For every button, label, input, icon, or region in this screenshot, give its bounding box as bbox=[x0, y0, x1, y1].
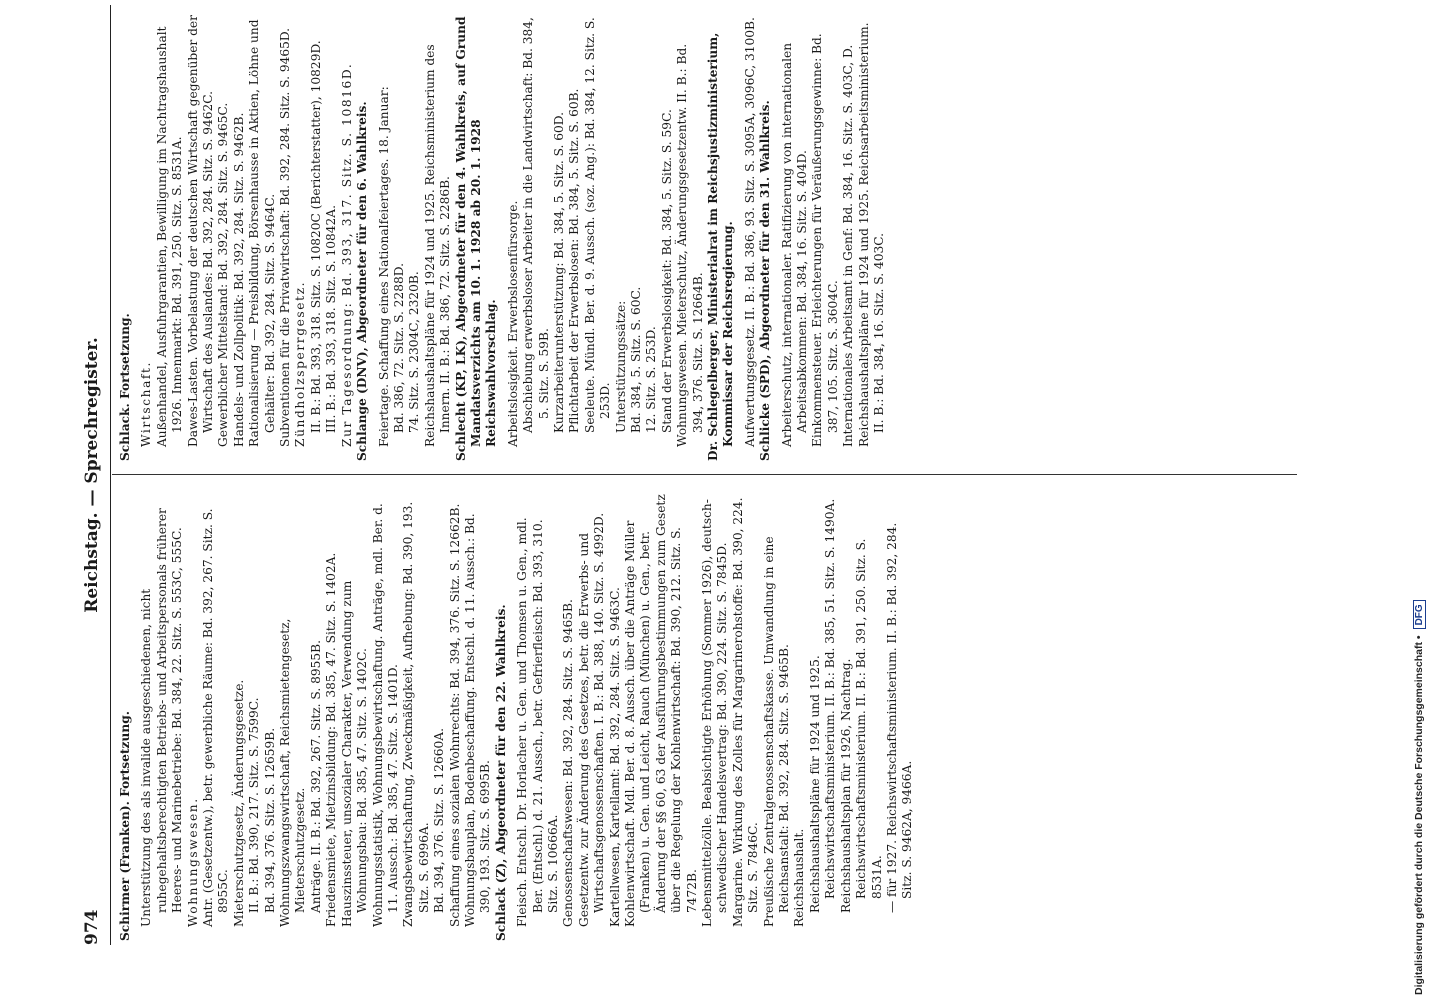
register-entry: Fleisch. Entschl. Dr. Horlacher u. Gen. und Thomsen u. Gen., mdl. Ber. (Entschl.) d. 21. Aussch., betr. Gefrierfleisch: Bd. 393, 310. Sitz. S. 10666A. bbox=[515, 517, 560, 927]
document-page bbox=[80, 5, 1310, 945]
register-entry: Einkommensteuer. Erleichterungen für Veräußerungsgewinne: Bd. 387, 105. Sitz. S. 3604C. bbox=[810, 33, 840, 447]
register-entry: Abschiebung erwerbsloser Arbeiter in die Landwirtschaft: Bd. 384, 5. Sitz. S. 59B. bbox=[521, 17, 551, 433]
register-entry: Bd. 384, 5. Sitz. S. 60C. bbox=[629, 286, 643, 433]
register-entry: Gesetzentw. zur Änderung des Gesetzes, betr. die Erwerbs- und Wirtschaftsgenossenschaften. I. B.: Bd. 388, 140. Sitz. S. 4992D. bbox=[576, 512, 607, 927]
column-divider bbox=[112, 474, 1297, 475]
register-entry: Wohnungsbauplan, Bodenbeschaffung. Entschl. d. 11. Aussch.: Bd. 390, 193. Sitz. S. 6995B. bbox=[462, 513, 493, 927]
register-entry: Unterstützung des als invalide ausgeschiedenen, nicht ruhegehaltsberechtigten Betriebs- und Arbeitspersonals früherer Heeres- und Marinebetriebe: Bd. 384, 22. Sitz. S. 553C, 555C. bbox=[139, 508, 185, 927]
register-entry: Reichshaushaltsplan für 1926, Nachtrag. Reichswirtschaftsministerium. II. B.: Bd. 391, 250. Sitz. S. 8531A. bbox=[838, 538, 884, 913]
register-heading: Schlack. Fortsetzung. bbox=[118, 313, 132, 461]
register-entry: Bd. 394, 376. Sitz. S. 12660A. bbox=[432, 728, 447, 913]
register-entry: 12. Sitz. S. 253D. bbox=[644, 326, 659, 433]
register-entry: Dawes-Lasten. Vorbelastung der deutschen Wirtschaft gegenüber der Wirtschaft des Auslandes: Bd. 392, 284. Sitz. S. 9462C. bbox=[185, 15, 216, 447]
register-entry: Friedensmiete, Mietzinsbildung: Bd. 385, 47. Sitz. S. 1402A. bbox=[324, 552, 339, 927]
right-column bbox=[118, 13, 1298, 461]
register-entry: Reichshaushaltspläne für 1924 und 1925. Reichsarbeitsministerium. II. B.: Bd. 384, 16. Sitz. S. 403C. bbox=[856, 22, 887, 447]
register-entry: Zwangsbewirtschaftung, Zweckmäßigkeit, Aufhebung: Bd. 390, 193. Sitz. S. 6996A. bbox=[401, 501, 431, 927]
register-entry: Wohnungswesen. Mieterschutz, Änderungsgesetzentw. II. B.: Bd. 394, 376. Sitz. S. 12664B. bbox=[675, 43, 705, 447]
register-entry: Margarine. Wirkung des Zolles für Margarinerohstoffe: Bd. 390, 224. Sitz. S. 7846C. bbox=[730, 497, 761, 927]
register-entry: Antr. (Gesetzentw.), betr. gewerbliche Räume: Bd. 392, 267. Sitz. S. 8955C. bbox=[201, 508, 231, 927]
register-entry: Aufwertungsgesetz. II. B.: Bd. 386, 93. Sitz. S. 3095A, 3096C, 3100B. bbox=[742, 17, 757, 447]
register-entry: Arbeiterschutz, internationaler. Ratifizierung von internationalen Arbeitsabkommen: Bd. 384, 16. Sitz. S. 404D. bbox=[779, 42, 810, 447]
register-entry: Stand der Erwerbslosigkeit: Bd. 384, 5. Sitz. S. 59C. bbox=[659, 109, 674, 433]
register-entry: Unterstützungssätze: bbox=[613, 300, 628, 433]
register-entry: 74. Sitz. S. 2304C, 2320B. bbox=[407, 271, 422, 433]
register-entry: II. B.: Bd. 393, 318. Sitz. S. 10820C (Berichterstatter), 10829D. bbox=[308, 40, 323, 433]
register-entry: Rationalisierung — Preisbildung, Börsenhausse in Aktien, Löhne und Gehälter: Bd. 392, 284. Sitz. S. 9464C. bbox=[247, 19, 277, 447]
page-number: 974 bbox=[82, 909, 102, 945]
register-entry: Schaffung eines sozialen Wohnrechts: Bd. 394, 376. Sitz. S. 12662B. bbox=[447, 503, 462, 927]
register-entry: III. B.: Bd. 393, 318. Sitz. S. 10842A. bbox=[324, 205, 339, 433]
register-entry: Reichshaushaltspläne für 1924 und 1925. Reichswirtschaftsministerium. II. B.: Bd. 385, 51. Sitz. S. 1490A. bbox=[807, 498, 838, 913]
register-entry: Preußische Zentralgenossenschaftskasse. Umwandlung in eine Reichsanstalt: Bd. 392, 284. Sitz. S. 9465B. bbox=[761, 536, 792, 927]
header-rule bbox=[110, 5, 111, 945]
register-entry: Wohnungszwangswirtschaft, Reichsmietengesetz, Mieterschutzgesetz. bbox=[278, 618, 308, 927]
register-entry: Mieterschutzgesetz, Änderungsgesetze. bbox=[231, 679, 246, 927]
register-entry: Zündholzsperrgesetz. bbox=[293, 280, 308, 447]
register-entry: Wohnungsstatistik, Wohnungsbewirtschaftung. Anträge, mdl. Ber. d. 11. Aussch.: Bd. 385, 47. Sitz. S. 1401D. bbox=[370, 503, 400, 927]
register-entry: Außenhandel, Ausfuhrgarantien, Bewilligung im Nachtragshaushalt 1926. Innenmarkt: Bd. 391, 250. Sitz. S. 8531A. bbox=[154, 26, 185, 447]
funding-notice bbox=[1408, 15, 1430, 995]
register-entry: Genossenschaftswesen: Bd. 392, 284. Sitz. S. 9465B. bbox=[561, 599, 576, 927]
register-entry: Hauszinssteuer, unsozialer Charakter, Verwendung zum Wohnungsbau: Bd. 385, 47. Sitz. S. 1402C. bbox=[339, 580, 370, 927]
register-entry: Lebensmittelzölle. Beabsichtigte Erhöhung (Sommer 1926), deutsch-schwedischer Handelsvertrag: Bd. 390, 224. Sitz. S. 7845D. bbox=[700, 499, 730, 927]
register-entry: Feiertage. Schaffung eines Nationalfeiertages. 18. Januar: bbox=[376, 86, 391, 447]
register-heading: Schlange (DNV), Abgeordneter für den 6. Wahlkreis. bbox=[355, 101, 370, 461]
register-entry: Handels- und Zollpolitik: Bd. 392, 284. Sitz. S. 9462B. bbox=[231, 112, 246, 447]
register-entry: Kohlenwirtschaft. Mdl. Ber. d. 8. Aussch. über die Anträge Müller (Franken) u. Gen. und Leicht, Rauch (München) u. Gen., betr. Änderung der §§ 60, 63 der Ausführungsbestimmungen zum Gesetz über die Regelung der Kohlenwirtschaft: Bd. 390, 212. Sitz. S. 7472B. bbox=[623, 494, 699, 927]
register-entry: Bd. 394, 376. Sitz. S. 12659B. bbox=[262, 727, 277, 913]
register-heading: Schlecht (KP, LK), Abgeordneter für den 4. Wahlkreis, auf Grund Mandatsverzichts am 10. 1. 1928 ab 20. 1. 1928 Reichswahlvorschlag. bbox=[453, 16, 499, 461]
register-entry: Pflichtarbeit der Erwerbslosen: Bd. 384, 5. Sitz. S. 60B. bbox=[567, 88, 582, 433]
register-entry: Bd. 386, 72. Sitz. S. 2288D. bbox=[391, 263, 406, 433]
register-entry: Zur Tagesordnung: Bd. 393, 317. Sitz. S. 10816D. bbox=[339, 62, 354, 447]
register-heading: Dr. Schlegelberger, Ministerialrat im Reichsjustizministerium, Kommissar der Reichsregierung. bbox=[706, 32, 736, 461]
page-title: Reichstag. — Sprechregister. bbox=[82, 337, 102, 613]
register-entry: — für 1927. Reichswirtschaftsministerium. II. B.: Bd. 392, 284. Sitz. S. 9462A, 9466A. bbox=[884, 522, 915, 913]
register-entry: Subventionen für die Privatwirtschaft: Bd. 392, 284. Sitz. S. 9465D. bbox=[278, 27, 293, 447]
register-entry: Anträge. II. B.: Bd. 392, 267. Sitz. S. 8955B. bbox=[308, 640, 323, 913]
funding-text: Digitalisierung gefördert durch die Deutsche Forschungsgemeinschaft • bbox=[1413, 635, 1425, 995]
register-entry: II. B.: Bd. 390, 217. Sitz. S. 7599C. bbox=[247, 697, 262, 913]
register-entry: Wohnungswesen. bbox=[185, 797, 200, 927]
dfg-logo: DFG bbox=[1413, 600, 1426, 629]
register-entry: Reichshaushalt. bbox=[792, 828, 807, 927]
register-entry: Reichshaushaltspläne für 1924 und 1925. Reichsministerium des Innern. II. B.: Bd. 386, 72. Sitz. S. 2286B. bbox=[422, 44, 453, 447]
register-heading: Schlack (Z), Abgeordneter für den 22. Wahlkreis. bbox=[493, 604, 508, 941]
register-entry: Arbeitslosigkeit. Erwerbslosenfürsorge. bbox=[505, 200, 520, 447]
page-header bbox=[80, 5, 106, 945]
register-entry: Kartellwesen, Kartellamt: Bd. 392, 284. Sitz. S. 9463C. bbox=[607, 587, 622, 927]
register-entry: Seeleute. Mündl. Ber. d. 9. Aussch. (soz. Ang.): Bd. 384, 12. Sitz. S. 253D. bbox=[582, 17, 613, 433]
register-heading: Schirmer (Franken). Fortsetzung. bbox=[118, 711, 132, 941]
register-entry: Gewerblicher Mittelstand: Bd. 392, 284. Sitz. S. 9465C. bbox=[216, 102, 231, 447]
register-entry: Kurzarbeiterunterstützung: Bd. 384, 5. Sitz. S. 60D. bbox=[551, 111, 566, 433]
register-entry: Internationales Arbeitsamt in Genf: Bd. 384, 16. Sitz. S. 403C, D. bbox=[841, 44, 856, 447]
left-column bbox=[118, 493, 1298, 941]
register-heading: Schlicke (SPD), Abgeordneter für den 31. Wahlkreis. bbox=[758, 100, 773, 461]
register-entry: Wirtschaft. bbox=[139, 360, 154, 447]
